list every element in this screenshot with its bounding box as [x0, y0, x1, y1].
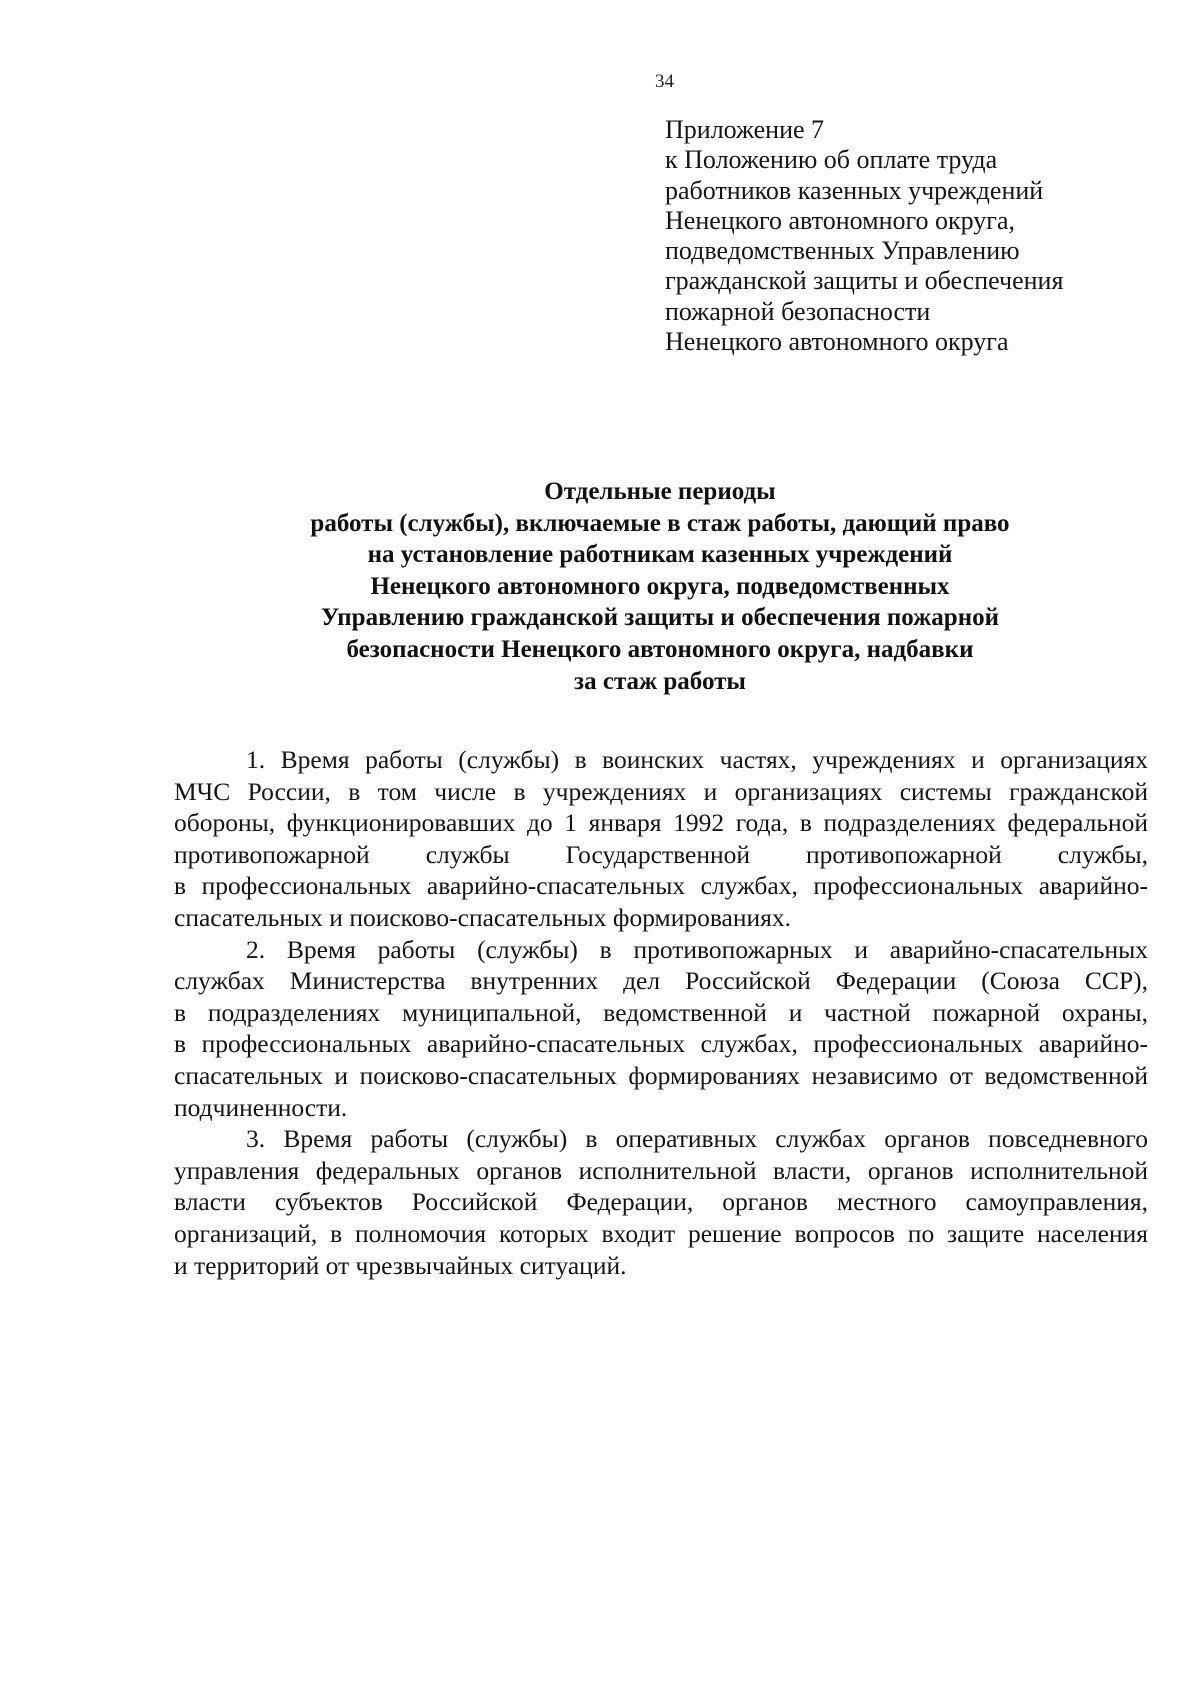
appendix-line: Ненецкого автономного округа [665, 327, 1009, 357]
appendix-line: пожарной безопасности [665, 296, 931, 326]
body-line: в подразделениях муниципальной, ведомственной и частной пожарной охраны, [174, 997, 1148, 1027]
body-line: 1. Время работы (службы) в воинских частях, учреждениях и организациях [246, 745, 1148, 774]
body-line: противопожарной службы Государственной противопожарной службы, [174, 839, 1148, 869]
body-line: МЧС России, в том числе в учреждениях и организациях системы гражданской [174, 776, 1148, 806]
body-line: спасательных и поисково-спасательных формированиях независимо от ведомственной [174, 1060, 1148, 1090]
body-line: 3. Время работы (службы) в оперативных службах органов повседневного [246, 1124, 1148, 1154]
paragraph-1 [174, 744, 1148, 934]
paragraph-3 [174, 1123, 1148, 1281]
title-line: Отдельные периоды [544, 478, 776, 505]
document-body [174, 744, 1148, 1281]
appendix-line: к Положению об оплате труда [665, 145, 998, 175]
title-line: Ненецкого автономного округа, подведомственных [370, 572, 950, 600]
appendix-line: Ненецкого автономного округа, [665, 205, 1015, 235]
document-title [160, 476, 1160, 697]
title-line: безопасности Ненецкого автономного округа, надбавки [346, 635, 974, 663]
appendix-line: работников казенных учреждений [665, 175, 1044, 205]
page-number: 34 [655, 71, 674, 92]
body-line: обороны, функционировавших до 1 января 1992 года, в подразделениях федеральной [174, 808, 1148, 838]
title-line: Управлению гражданской защиты и обеспечения пожарной [320, 604, 1000, 632]
appendix-header [665, 115, 1125, 357]
appendix-line: Приложение 7 [665, 115, 825, 144]
appendix-line: гражданской защиты и обеспечения [665, 266, 1064, 296]
paragraph-2 [174, 934, 1148, 1124]
title-line: за стаж работы [574, 667, 746, 695]
body-line: спасательных и поисково-спасательных формированиях. [174, 902, 792, 932]
body-line: управления федеральных органов исполнительной власти, органов исполнительной [174, 1155, 1148, 1185]
body-line: 2. Время работы (службы) в противопожарных и аварийно-спасательных [246, 934, 1148, 964]
body-line: власти субъектов Российской Федерации, органов местного самоуправления, [174, 1187, 1148, 1217]
appendix-line: подведомственных Управлению [665, 236, 1020, 266]
body-line: организаций, в полномочия которых входит решение вопросов по защите населения [174, 1218, 1148, 1248]
title-line: работы (службы), включаемые в стаж работы, дающий право [310, 509, 1010, 537]
body-line: подчиненности. [174, 1092, 348, 1122]
title-line: на установление работникам казенных учреждений [367, 541, 953, 569]
body-line: службах Министерства внутренних дел Российской Федерации (Союза ССР), [174, 966, 1148, 996]
body-line: в профессиональных аварийно-спасательных службах, профессиональных аварийно- [174, 1029, 1148, 1059]
body-line: и территорий от чрезвычайных ситуаций. [174, 1250, 627, 1280]
body-line: в профессиональных аварийно-спасательных службах, профессиональных аварийно- [174, 871, 1148, 901]
